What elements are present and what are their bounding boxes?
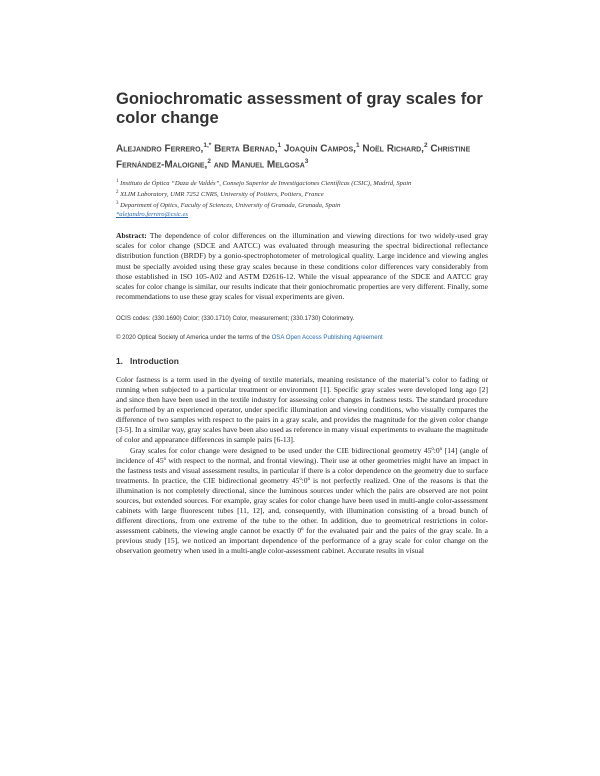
affiliation-mark: 3 [116,201,119,207]
author-affiliation-mark: 2 [423,142,428,149]
author-affiliation-mark: 3 [304,157,309,165]
author-affiliation-mark: 2 [207,157,211,165]
affiliation-text: Department of Optics, Faculty of Sciences, University of Granada, Granada, Spain [118,202,341,210]
abstract-label: Abstract: [116,231,147,241]
affiliation-text: XLIM Laboratory, UMR 7252 CNRS, University of Poitiers, Poitiers, France [118,191,324,199]
corresponding-email-link[interactable]: *alejandro.ferrero@csic.es [116,211,188,219]
author-name: Joaquín Campos, [283,143,356,155]
copyright-notice [116,333,488,342]
copyright-text: © 2020 Optical Society of America under the terms of the [116,333,272,341]
author-name: Christine Fernández-Maloigne, [116,143,471,171]
affiliation-2 [116,188,488,199]
affiliation-3 [116,199,488,210]
author-name: Noël Richard, [362,143,424,155]
affiliation-1 [116,177,488,188]
author-affiliation-mark: 1,* [203,142,212,149]
author-affiliation-mark: 1 [277,142,282,149]
affiliation-text: Instituto de Óptica “Daza de Valdés”, Consejo Superior de Investigaciones Científicas (CSIC), Madrid, Spain [118,179,412,187]
author-name: Alejandro Ferrero, [116,143,204,155]
author-list [116,140,488,172]
author-name: and Manuel Melgosa [213,159,305,171]
section-heading-introduction [116,356,488,367]
open-access-agreement-link[interactable]: OSA Open Access Publishing Agreement [271,333,383,341]
section-title: Introduction [130,355,179,366]
abstract [116,231,488,302]
affiliation-mark: 2 [116,189,119,195]
affiliation-mark: 1 [116,178,119,184]
paper-title: Goniochromatic assessment of gray scales for color change [116,90,483,127]
paper-content [116,90,488,557]
author-affiliation-mark: 1 [355,142,360,149]
abstract-text: The dependence of color differences on the illumination and viewing directions for two widely-used gray scales for color change (SDCE and AATCC) was evaluated through measuring the spectral bidirectional reflectance distribution function (BRDF) by a gonio-spectrophotometer of metrological quality. Large incidence and viewing angles must be specially avoided using these gray scales because in these conditions color differences vary considerably from those established in ISO 105-A02 and ASTM D2616-12. While the visual appearance of the SDCE and AATCC gray scales for color change is similar, our results indicate that their goniochromatic properties are very different. Finally, some recommendations to use these gray scales for visual experiments are given. [116,231,488,301]
body-paragraph-1: Color fastness is a term used in the dyeing of textile materials, meaning resistance of the material’s color to fading or running when subjected to a particular treatment or environment [1]. Specific gray scales were developed long ago [2] and since then have been used in the textile industry for assessing color changes in fastness tests. The standard procedure is performed by an experienced operator, under specific illumination and viewing conditions, who visually compares the difference of two samples with respect to the pairs in a gray scale, and provides the magnitude for the given color change [3-5]. In a similar way, gray scales have been also used as reference in many visual experiments to evaluate the magnitude of color and appearance differences in sample pairs [6-13]. [116,374,488,445]
body-paragraph-2: Gray scales for color change were designed to be used under the CIE bidirectional geometry 45º:0º [14] (angle of incidence of 45º with respect to the normal, and frontal viewing). Their use at other geometries might have an impact in the fastness tests and visual assessment results, in particular if there is a color dependence on the geometry due to surface treatments. In practice, the CIE bidirectional geometry 45º:0º is not perfectly realized. One of the reasons is that the illumination is not completely directional, since the luminous sources under which the pairs are observed are not point sources, but extended sources. For example, gray scales for color change have been used in multi-angle color-assessment cabinets with large fluorescent tubes [11, 12], and, consequently, with illumination consisting of a broad bunch of different directions, from one extreme of the tube to the other. In addition, due to geometrical restrictions in color-assessment cabinets, the viewing angle cannot be exactly 0º for the evaluated pair and the pairs of the gray scale. In a previous study [15], we noticed an important dependence of the performance of a gray scale for color change on the observation geometry when used in a multi-angle color-assessment cabinet. Accurate results in visual [116,445,488,556]
author-name: Berta Bernad, [214,143,278,155]
section-number: 1. [116,355,123,366]
ocis-codes: OCIS codes: (330.1690) Color; (330.1710) Color, measurement; (330.1730) Colorimetry. [116,314,355,322]
